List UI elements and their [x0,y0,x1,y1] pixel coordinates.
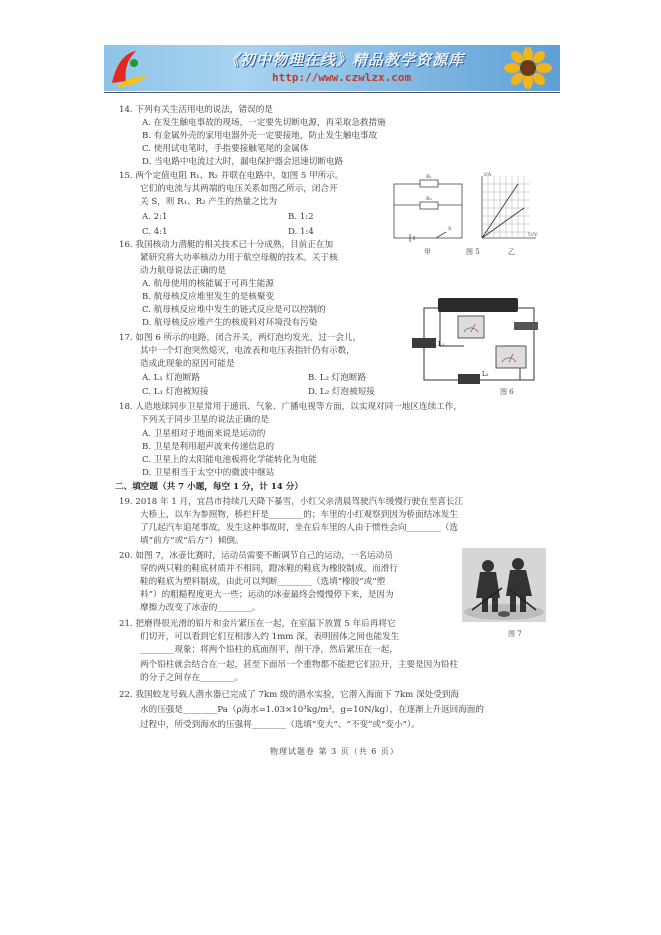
q16-line-2: 紧研究将大功率核动力用于航空母舰的技术。关于核 [140,253,338,263]
q17-line-3: 造成此现象的原因可能是 [140,359,235,369]
q18-line-1: 18. 人造地球同步卫星常用于通讯、气象、广播电视等方面，以实现对同一地区连续工作， [119,402,462,412]
q14-option-a: A. 在发生触电事故的现场，一定要先切断电源，再采取急救措施 [142,118,386,128]
fig6-bulb-l2-icon [458,374,480,384]
fig5-axis-u: U/V [528,232,538,238]
q21-line-1: 21. 把磨得很光滑的铅片和金片紧压在一起，在室温下放置 5 年后再将它 [119,619,396,629]
q17-line-2: 其中一个灯泡突然熄灭，电流表和电压表指针仍有示数， [140,346,355,356]
q15-option-c: C. 4:1 [142,227,168,237]
fig6-battery-icon [438,298,518,312]
fig7-curling-stone-icon [498,611,510,617]
fig5-label-right: 乙 [508,248,515,256]
q15-option-b: B. 1:2 [288,212,314,222]
q22-line-2: 水的压强是________Pa（ρ海水=1.03×10³kg/m³，g=10N/kg），在逐渐上升返回海面的 [140,705,484,715]
q16-option-c: C. 航母核反应堆中发生的链式反应是可以控制的 [142,305,326,315]
q15-line-1: 15. 两个定值电阻 R₁、R₂ 并联在电路中，如图 5 甲所示。 [119,171,344,181]
banner-title: 《初中物理在线》精品教学资源库 [224,51,465,69]
q19-line-1: 19. 2018 年 1 月，宜昌市持续几天降下暴雪，小红父亲清晨驾驶汽车缓慢行驶在至喜长江 [119,497,464,507]
fig5-switch-label: S [448,226,452,232]
q20-line-1: 20. 如图 7，冰壶比赛时，运动员需要不断调节自己的运动，一名运动员 [119,551,393,561]
q16-option-a: A. 航母使用的核能属于可再生能源 [142,279,274,289]
q20-line-4: 料”）的粗糙程度更大一些；运动的冰壶最终会慢慢停下来，是因为 [140,590,394,600]
q17-option-c: C. L₁ 灯泡被短接 [142,387,209,397]
q16-option-d: D. 航母核反应堆产生的核废料对环境没有污染 [142,318,318,328]
q17-option-b: B. L₂ 灯泡断路 [308,373,367,383]
q21-line-3: ________现象；将两个铅柱的底面削平，削干净，然后紧压在一起， [140,645,398,655]
q19-line-3: 了几起汽车追尾事故，发生这种事故时，坐在后车里的人由于惯性会向________（选 [140,523,458,533]
q15-line-3: 关 S，则 R₁、R₂ 产生的热量之比为 [140,197,278,207]
q18-option-d: D. 卫星相当于太空中的微波中继站 [142,468,275,478]
fig6-ammeter-icon [458,316,484,338]
q18-option-a: A. 卫星相对于地面来说是运动的 [142,429,266,439]
q22-line-1: 22. 我国蛟龙号载人潜水器已完成了 7km 级的潜水实验，它潜入海面下 7km 深处受到海 [119,690,459,700]
fig6-caption: 图 6 [500,388,514,396]
q15-line-2: 它们的电流与其两端的电压关系如图乙所示，闭合开 [140,184,338,194]
figure-5-circuit-and-graph [390,172,540,258]
q17-line-1: 17. 如图 6 所示的电路，闭合开关，两灯泡均发光，过一会儿， [119,333,362,343]
q14-option-b: B. 有金属外壳的家用电器外壳一定要接地，防止发生触电事故 [142,131,378,141]
fig5-r2-label: R₂ [426,196,432,202]
q16-line-3: 动力航母说法正确的是 [140,266,226,276]
figure-7-curling-photo [462,548,546,640]
fig5-label-left: 甲 [424,248,431,256]
q14-option-c: C. 使用试电笔时，手指要接触笔尾的金属体 [142,144,309,154]
q14-option-d: D. 当电路中电流过大时，漏电保护器会迅速切断电路 [142,157,344,167]
q18-option-b: B. 卫星是利用超声波来传递信息的 [142,442,275,452]
q20-line-2: 穿的两只鞋的鞋底材质并不相同，蹬冰鞋的鞋底为橡胶制成，而滑行 [140,564,398,574]
fig5-axis-i: I/A [484,172,492,178]
figure-6-circuit-photo [404,294,548,398]
q20-line-3: 鞋的鞋底为塑料制成，由此可以判断________（选填“橡胶”或“塑 [140,577,386,587]
page-footer: 物理试题卷 第 3 页（共 6 页） [270,747,399,756]
header-banner [104,45,560,91]
q19-line-2: 大桥上，以车为参照物，桥栏杆是________的；车里的小红观察到因为桥面结冰发生 [140,510,458,520]
q22-line-3: 过程中，所受到海水的压强将________（选填“变大”、“不变”或“变小”）。 [140,720,420,730]
fig5-caption: 图 5 [466,248,480,256]
q20-line-5: 摩擦力改变了冰壶的________。 [140,603,261,613]
q21-line-5: 的分子之间存在________。 [140,673,244,683]
header-rule [104,92,560,93]
q14-stem: 14. 下列有关生活用电的说法，错误的是 [119,105,273,115]
q21-line-4: 两个铅柱就会结合在一起，甚至下面吊一个重物都不能把它们拉开，主要是因为铅柱 [140,660,458,670]
fig6-l1-label: L₁ [438,341,445,348]
q18-option-c: C. 卫星上的太阳能电池板将化学能转化为电能 [142,455,318,465]
q15-option-d: D. 1:4 [288,227,314,237]
fig7-caption: 图 7 [508,630,522,638]
q15-option-a: A. 2:1 [142,212,168,222]
sunflower-icon [502,47,554,89]
q17-option-a: A. L₁ 灯泡断路 [142,373,200,383]
fig6-l2-label: L₂ [482,371,489,378]
fig6-voltmeter-icon [496,346,526,368]
banner-url[interactable]: http://www.czwlzx.com [272,71,412,84]
q16-option-b: B. 航母核反应堆里发生的是核聚变 [142,292,275,302]
section-2-heading: 二、填空题（共 7 小题，每空 1 分，计 14 分） [115,482,303,492]
q17-option-d: D. L₂ 灯泡被短接 [308,387,375,397]
q18-line-2: 下列关于同步卫星的说法正确的是 [140,415,269,425]
q16-line-1: 16. 我国核动力潜艇的相关技术已十分成熟，目前正在加 [119,240,334,250]
q19-line-4: 填“前方”或“后方”）倾倒。 [140,536,244,546]
fig6-switch-icon [514,322,538,330]
fig5-r1-label: R₁ [426,174,432,180]
fig6-bulb-l1-icon [412,338,436,348]
q21-line-2: 们切开，可以看到它们互相渗入约 1mm 深，表明固体之间也能发生 [140,632,400,642]
site-logo-icon [106,45,152,91]
